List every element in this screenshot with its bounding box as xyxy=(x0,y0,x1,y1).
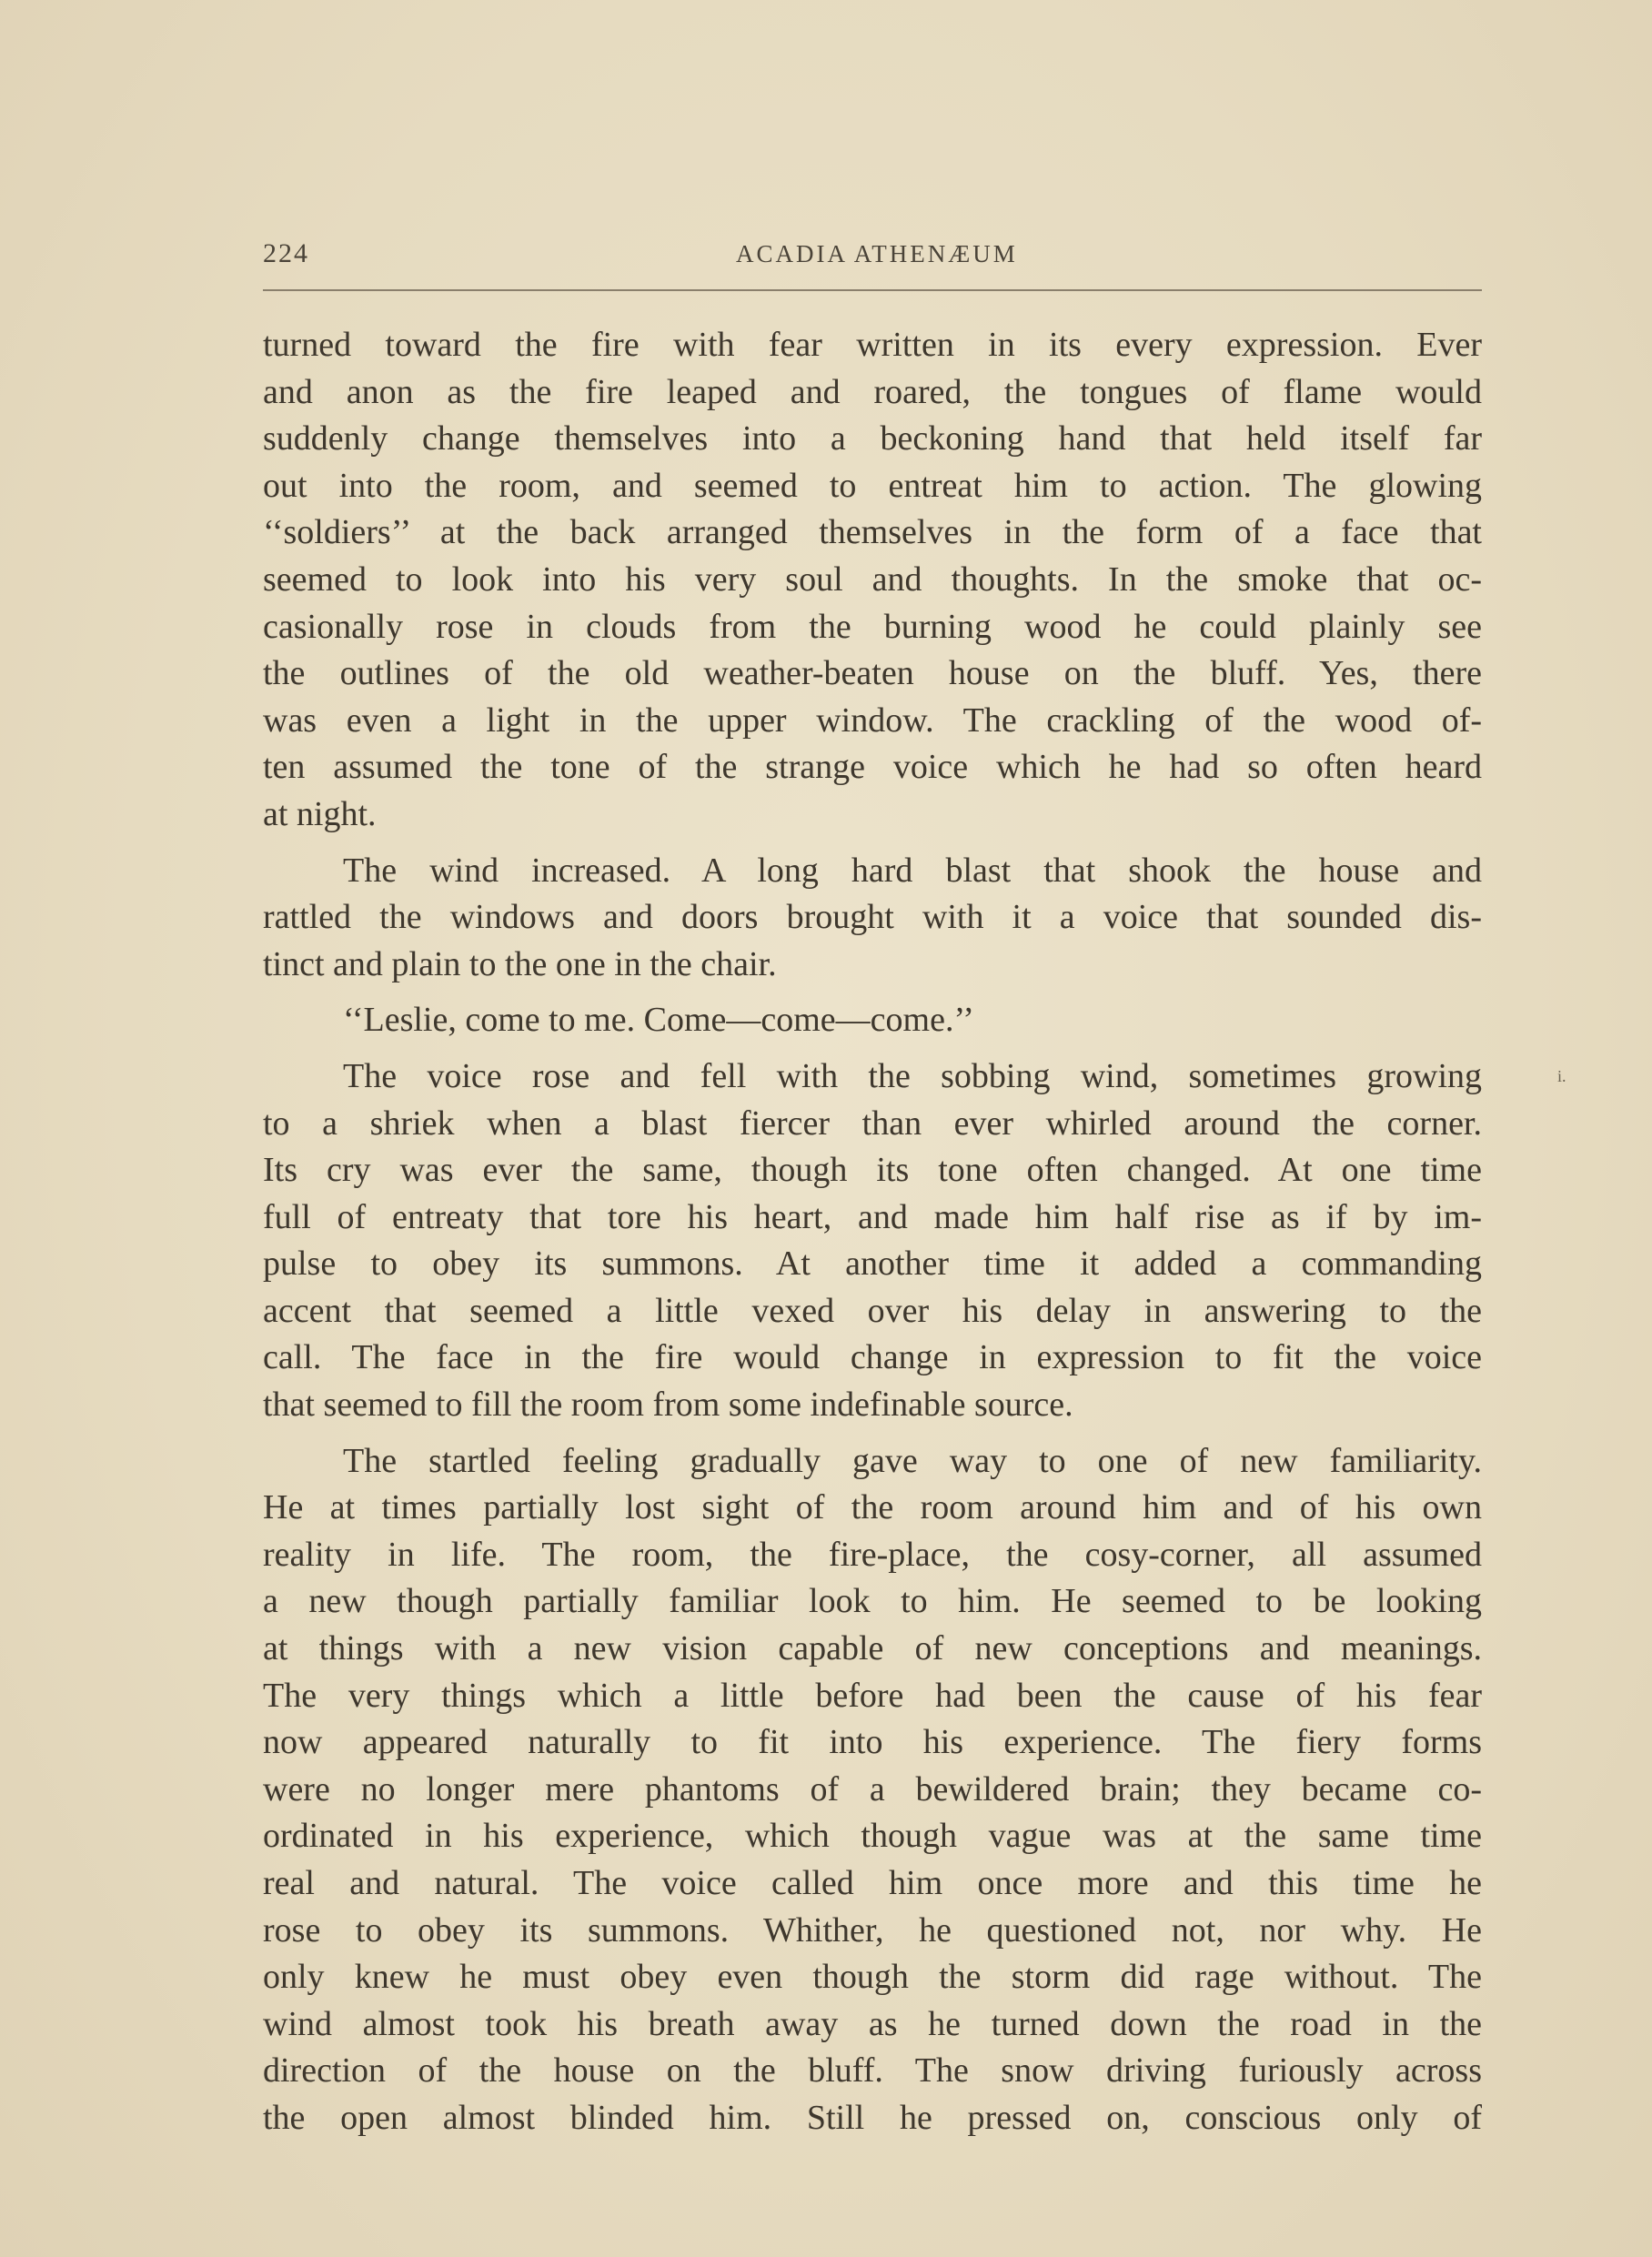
text-line: seemed to look into his very soul and thoughts. In the smoke that oc- xyxy=(263,559,1482,599)
text-line: to a shriek when a blast fiercer than ever whirled around the corner. xyxy=(263,1103,1482,1143)
text-line: was even a light in the upper window. The crackling of the wood of- xyxy=(263,700,1482,740)
text-line: rattled the windows and doors brought with it a voice that sounded dis- xyxy=(263,898,1482,937)
text-line: tinct and plain to the one in the chair. xyxy=(263,944,777,983)
paragraph-gap xyxy=(263,1429,1482,1438)
text-line: suddenly change themselves into a beckoning hand that held itself far xyxy=(263,419,1482,458)
text-line: were no longer mere phantoms of a bewildered brain; they became co- xyxy=(263,1769,1482,1809)
text-line: at things with a new vision capable of new conceptions and meanings. xyxy=(263,1629,1482,1668)
text-line: full of entreaty that tore his heart, and made him half rise as if by im- xyxy=(263,1197,1482,1236)
text-line: a new though partially familiar look to him. He seemed to be looking xyxy=(263,1582,1482,1621)
text-line: out into the room, and seemed to entreat him to action. The glowing xyxy=(263,466,1482,505)
paragraph-gap xyxy=(263,988,1482,997)
header-rule xyxy=(263,289,1482,291)
text-line: turned toward the fire with fear written in its every expression. Ever xyxy=(263,326,1482,364)
text-line: only knew he must obey even though the storm did rage without. The xyxy=(263,1958,1482,1997)
paragraph-gap xyxy=(263,839,1482,848)
text-line: Its cry was ever the same, though its tone often changed. At one time xyxy=(263,1151,1482,1190)
text-line: the open almost blinded him. Still he pressed on, conscious only of xyxy=(263,2098,1482,2137)
text-line: wind almost took his breath away as he turned down the road in the xyxy=(263,2004,1482,2043)
text-line: ‘‘Leslie, come to me. Come—come—come.’’ xyxy=(343,1001,974,1040)
text-line: He at times partially lost sight of the room around him and of his own xyxy=(263,1488,1482,1527)
page-number: 224 xyxy=(263,238,309,268)
text-line: call. The face in the fire would change in expression to fit the voice xyxy=(263,1338,1482,1377)
text-line: that seemed to fill the room from some indefinable source. xyxy=(263,1385,1073,1425)
margin-mark: i. xyxy=(1557,1067,1566,1085)
text-line: ten assumed the tone of the strange voice which he had so often heard xyxy=(263,748,1482,787)
text-line: the outlines of the old weather-beaten house on the bluff. Yes, there xyxy=(263,654,1482,693)
text-line: now appeared naturally to fit into his experience. The fiery forms xyxy=(263,1723,1482,1762)
text-line: The startled feeling gradually gave way to one of new familiarity. xyxy=(343,1441,1482,1480)
page-header xyxy=(263,238,1482,284)
text-line: reality in life. The room, the fire-place, the cosy-corner, all assumed xyxy=(263,1535,1482,1574)
text-line: direction of the house on the bluff. The snow driving furiously across xyxy=(263,2051,1482,2091)
text-line: at night. xyxy=(263,794,377,833)
text-line: pulse to obey its summons. At another time it added a commanding xyxy=(263,1244,1482,1284)
paragraph-gap xyxy=(263,1044,1482,1053)
text-line: The wind increased. A long hard blast that shook the house and xyxy=(343,851,1482,890)
text-line: The voice rose and fell with the sobbing wind, sometimes growing xyxy=(343,1056,1482,1095)
text-line: ordinated in his experience, which though vague was at the same time xyxy=(263,1817,1482,1856)
text-line: and anon as the fire leaped and roared, the tongues of flame would xyxy=(263,372,1482,411)
running-head: ACADIA ATHENÆUM xyxy=(736,240,1018,267)
text-line: real and natural. The voice called him once more and this time he xyxy=(263,1864,1482,1902)
text-line: accent that seemed a little vexed over his delay in answering to the xyxy=(263,1291,1482,1330)
text-line: ‘‘soldiers’’ at the back arranged themselves in the form of a face that xyxy=(263,513,1482,552)
text-line: casionally rose in clouds from the burning wood he could plainly see xyxy=(263,607,1482,646)
text-line: rose to obey its summons. Whither, he questioned not, nor why. He xyxy=(263,1910,1482,1950)
body-text xyxy=(263,322,1482,2142)
text-line: The very things which a little before had been the cause of his fear xyxy=(263,1676,1482,1715)
